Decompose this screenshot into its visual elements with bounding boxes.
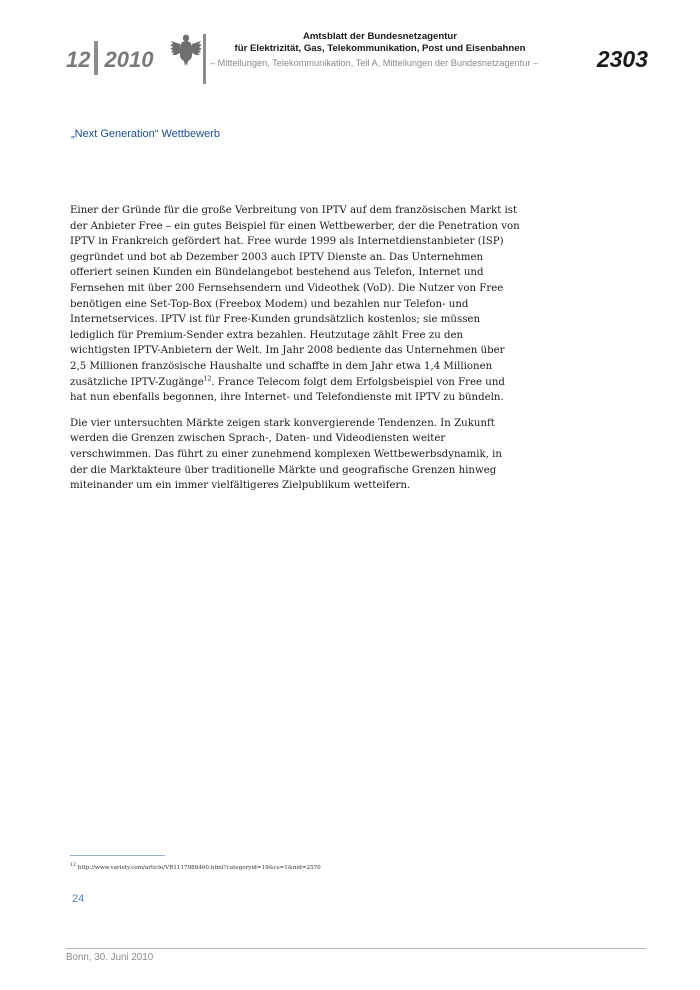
paragraph-1-continuation: . France Telecom folgt dem Erfolgsbeispiel von Free und hat nun ebenfalls begonnen, ihre Internet- und Telefondienste mit IPTV zu bündeln. — [70, 376, 505, 404]
issue-label — [66, 44, 153, 78]
journal-subtitle: – Mitteilungen, Telekommunikation, Teil A, Mitteilungen der Bundesnetzagentur – — [210, 58, 539, 68]
paragraph-1 — [70, 203, 520, 406]
journal-title-line-2: für Elektrizität, Gas, Telekommunikation, Post und Eisenbahnen — [234, 43, 526, 54]
footnote-link[interactable]: http://www.variety.com/article/VR1117988460.html?categoryid=19&cs=1&nid=2570 — [77, 864, 321, 871]
footnote — [70, 863, 321, 871]
footnote-number: 12 — [70, 863, 76, 868]
journal-title-line-1: Amtsblatt der Bundesnetzagentur — [302, 31, 458, 42]
issue-year: 2010 — [104, 46, 154, 72]
footnote-reference[interactable]: 12 — [203, 375, 212, 383]
issue-number: 12 — [66, 46, 91, 72]
header-divider — [203, 34, 206, 84]
body-text — [70, 203, 520, 504]
journal-page-number: 2303 — [596, 46, 648, 72]
footnote-divider — [70, 855, 165, 856]
report-page-number: 24 — [72, 893, 85, 905]
federal-eagle-icon — [170, 32, 202, 68]
footer-date: Bonn, 30. Juni 2010 — [66, 952, 154, 963]
paragraph-2: Die vier untersuchten Märkte zeigen stark konvergierende Tendenzen. In Zukunft werden die Grenzen zwischen Sprach-, Daten- und Videodiensten weiter verschwimmen. Das führt zu einer zunehmend komplexen Wettbewerbsdynamik, in der die Marktakteure über traditionelle Märkte und geografische Grenzen hinweg miteinander um ein immer vielfältigeres Zielpublikum wetteifern. — [70, 417, 502, 492]
journal-title — [210, 31, 550, 55]
paragraph-1-text: Einer der Gründe für die große Verbreitung von IPTV auf dem französischen Markt ist der Anbieter Free – ein gutes Beispiel für einen Wettbewerber, der die Penetration von IPTV in Frankreich gefördert hat. Free wurde 1999 als Internetdienstanbieter (ISP) gegründet und bot ab Dezember 2003 auch IPTV Dienste an. Das Unternehmen offeriert seinen Kunden ein Bündelangebot bestehend aus Telefon, Internet und Fernsehen mit über 200 Fernsehsendern und Videothek (VoD). Die Nutzer von Free benötigen eine Set-Top-Box (Freebox Modem) und bezahlen nur Telefon- und Internetservices. IPTV ist für Free-Kunden grundsätzlich kostenlos; sie müssen lediglich für Premium-Sender extra bezahlen. Heutzutage zählt Free zu den wichtigsten IPTV-Anbietern der Welt. Im Jahr 2008 bediente das Unternehmen über 2,5 Millionen französische Haushalte und schaffte in dem Jahr etwa 1,4 Millionen zusätzliche IPTV-Zugänge — [70, 205, 520, 388]
section-title: „Next Generation“ Wettbewerb — [71, 128, 220, 140]
issue-divider — [94, 41, 98, 75]
footer-divider — [66, 948, 646, 949]
